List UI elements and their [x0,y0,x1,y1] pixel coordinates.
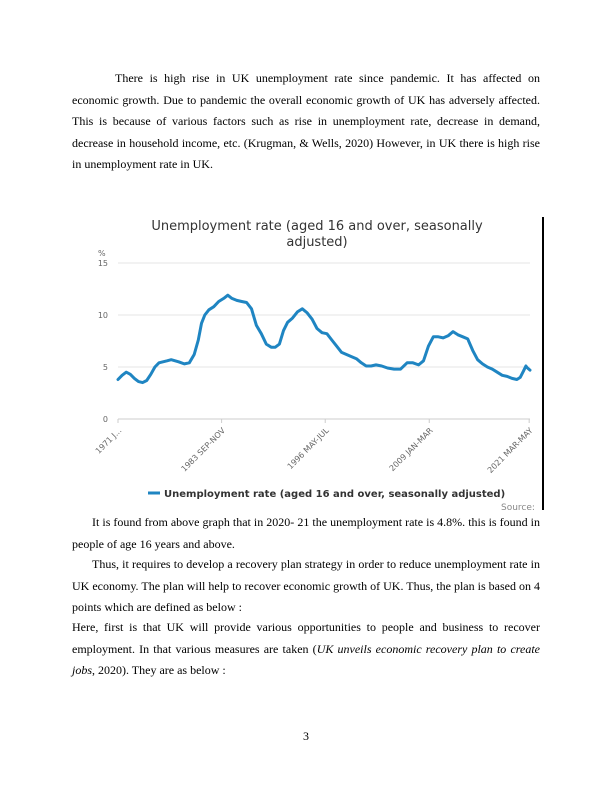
y-tick-labels [98,259,108,424]
series-line [118,295,530,382]
page-number: 3 [303,729,309,743]
source-label: Source: [501,503,535,510]
x-tick-label: 2021 MAR-MAY [485,426,535,475]
intro-paragraph: There is high rise in UK unemployment rate since pandemic. It has affected on economic growth. Due to pandemic the overall economic growth of UK has adversely affected. This is because of various factors such as rise in unemployment rate, decrease in demand, decrease in household income, etc. (Krugman, & Wells, 2020) However, in UK there is high rise in unemployment rate in UK. [72,71,540,171]
citation-title: UK unveils economic recovery plan to create jobs [72,641,540,677]
y-tick-label: 15 [97,259,108,268]
x-tick-label: 1996 MAY-JUL [285,426,331,472]
measures-text-after: , 2020). They are as below : [92,663,226,677]
x-tick-label: 1971 J... [93,426,124,456]
chart-title-line2: adjusted) [286,235,348,250]
legend-label: Unemployment rate (aged 16 and over, seasonally adjusted) [164,489,506,500]
y-axis-label: % [98,249,106,258]
chart-svg [88,212,546,510]
y-tick-label: 0 [102,415,108,424]
measures-text-before: Here, first is that UK will provide various opportunities to people and business to recover employment. In that various measures are taken ( [72,620,540,656]
measures-paragraph [72,617,540,682]
x-tick-label: 1983 SEP-NOV [179,426,228,474]
y-tick-label: 5 [102,363,108,372]
y-tick-label: 10 [97,311,108,320]
chart-title-line1: Unemployment rate (aged 16 and over, seasonally [151,219,483,234]
finding-paragraph: It is found from above graph that in 2020- 21 the unemployment rate is 4.8%. this is found in people of age 16 years and above. [72,515,540,551]
unemployment-chart [88,212,546,510]
x-tick-labels [94,419,535,475]
x-tick-label: 2009 JAN-MAR [387,426,435,474]
recovery-plan-paragraph: Thus, it requires to develop a recovery plan strategy in order to reduce unemployment rate in UK economy. The plan will help to recover economic growth of UK. Thus, the plan is based on 4 points which are defined as below : [72,557,540,614]
